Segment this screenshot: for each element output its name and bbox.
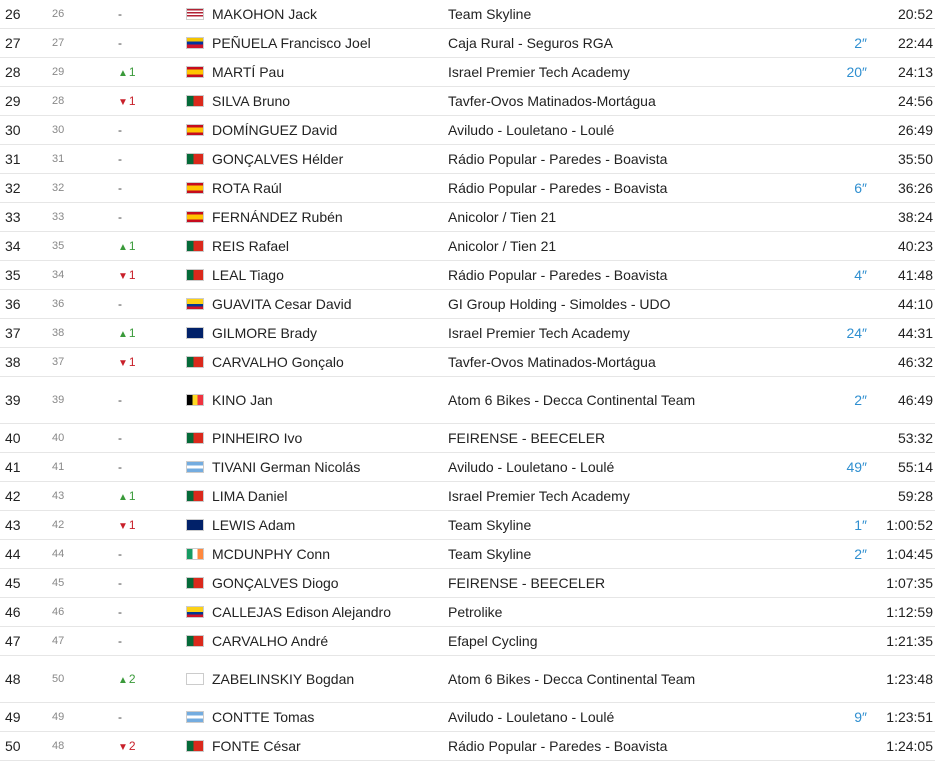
time-gap: 24:13 (897, 64, 933, 80)
team-name-link[interactable]: Caja Rural - Seguros RGA (448, 35, 613, 51)
time-gap: 40:23 (897, 238, 933, 254)
rank: 47 (5, 633, 21, 649)
arrow-up-icon: ▲ (118, 68, 128, 79)
previous-rank: 50 (52, 673, 65, 685)
rank-change: - (118, 393, 122, 407)
rider-name-link[interactable]: DOMÍNGUEZ David (212, 122, 338, 138)
time-gap: 20:52 (897, 6, 933, 22)
flag-pt-icon (186, 740, 204, 752)
table-row[interactable] (0, 58, 935, 87)
table-row[interactable] (0, 540, 935, 569)
bonus-seconds: 4″ (854, 267, 867, 283)
bonus-seconds: 6″ (854, 180, 867, 196)
team-name-link[interactable]: Team Skyline (448, 517, 532, 533)
team-name-link[interactable]: Petrolike (448, 604, 503, 620)
rank-change (118, 672, 136, 686)
previous-rank: 45 (52, 577, 65, 589)
bonus-seconds: 49″ (846, 459, 867, 475)
rank-change: - (118, 576, 122, 590)
rank-change: - (118, 210, 122, 224)
previous-rank: 43 (52, 490, 65, 502)
rank: 43 (5, 517, 21, 533)
time-gap: 35:50 (897, 151, 933, 167)
time-gap: 1:04:45 (886, 546, 933, 562)
time-gap: 41:48 (897, 267, 933, 283)
flag-ve-icon (186, 37, 204, 49)
bonus-seconds: 24″ (846, 325, 867, 341)
time-gap: 1:23:48 (886, 671, 933, 687)
time-gap: 26:49 (897, 122, 933, 138)
rank: 40 (5, 430, 21, 446)
previous-rank: 28 (52, 95, 65, 107)
team-name-link[interactable]: Atom 6 Bikes - Decca Continental Team (448, 392, 696, 408)
rider-name-link[interactable]: TIVANI German Nicolás (212, 459, 361, 475)
flag-us-icon (186, 8, 204, 20)
rank: 30 (5, 122, 21, 138)
rank: 29 (5, 93, 21, 109)
time-gap: 59:28 (897, 488, 933, 504)
team-name-link[interactable]: Israel Premier Tech Academy (448, 488, 630, 504)
rider-name-link[interactable]: LEWIS Adam (212, 517, 296, 533)
rider-name-link[interactable]: REIS Rafael (212, 238, 290, 254)
table-row[interactable] (0, 290, 935, 319)
previous-rank: 39 (52, 394, 65, 406)
flag-ie-icon (186, 548, 204, 560)
time-gap: 53:32 (897, 430, 933, 446)
rank-change (118, 239, 136, 253)
time-gap: 44:31 (897, 325, 933, 341)
rank: 32 (5, 180, 21, 196)
rank-change-value: 1 (128, 355, 136, 369)
rank-change (118, 94, 136, 108)
flag-es-icon (186, 66, 204, 78)
previous-rank: 38 (52, 327, 65, 339)
team-name-link[interactable]: Anicolor / Tien 21 (448, 209, 557, 225)
flag-ar-icon (186, 711, 204, 723)
rank: 45 (5, 575, 21, 591)
rider-name-link[interactable]: MAKOHON Jack (212, 6, 318, 22)
flag-ar-icon (186, 461, 204, 473)
flag-pt-icon (186, 240, 204, 252)
rank: 44 (5, 546, 21, 562)
previous-rank: 36 (52, 298, 65, 310)
table-row[interactable] (0, 453, 935, 482)
rider-name-link[interactable]: MARTÍ Pau (212, 64, 285, 80)
rank-change: - (118, 605, 122, 619)
rank: 36 (5, 296, 21, 312)
rider-name-link[interactable]: CARVALHO Gonçalo (212, 354, 344, 370)
previous-rank: 27 (52, 37, 65, 49)
rank-change-value: 1 (128, 239, 136, 253)
previous-rank: 47 (52, 635, 65, 647)
previous-rank: 33 (52, 211, 65, 223)
flag-pt-icon (186, 153, 204, 165)
rider-name-link[interactable]: MCDUNPHY Conn (212, 546, 330, 562)
arrow-down-icon: ▼ (118, 97, 128, 108)
rank: 39 (5, 392, 21, 408)
rank-change (118, 739, 136, 753)
bonus-seconds: 20″ (846, 64, 867, 80)
rank: 33 (5, 209, 21, 225)
flag-pt-icon (186, 635, 204, 647)
rank-change: - (118, 710, 122, 724)
rider-name-link[interactable]: GILMORE Brady (212, 325, 318, 341)
previous-rank: 34 (52, 269, 65, 281)
previous-rank: 41 (52, 461, 65, 473)
previous-rank: 29 (52, 66, 65, 78)
team-name-link[interactable]: Rádio Popular - Paredes - Boavista (448, 151, 668, 167)
table-row[interactable] (0, 348, 935, 377)
rank-change: - (118, 297, 122, 311)
team-name-link[interactable]: Rádio Popular - Paredes - Boavista (448, 267, 668, 283)
rank-change-value: 2 (128, 739, 136, 753)
table-row[interactable] (0, 174, 935, 203)
team-name-link[interactable]: Rádio Popular - Paredes - Boavista (448, 738, 668, 754)
flag-pt-icon (186, 95, 204, 107)
table-row[interactable] (0, 116, 935, 145)
flag-cy-icon (186, 673, 204, 685)
arrow-up-icon: ▲ (118, 242, 128, 253)
rider-name-link[interactable]: LIMA Daniel (212, 488, 288, 504)
rider-name-link[interactable]: PEÑUELA Francisco Joel (212, 35, 371, 51)
bonus-seconds: 2″ (854, 392, 867, 408)
previous-rank: 49 (52, 711, 65, 723)
rank-change (118, 355, 136, 369)
rank: 27 (5, 35, 21, 51)
rank-change: - (118, 431, 122, 445)
table-row[interactable] (0, 261, 935, 290)
flag-pt-icon (186, 356, 204, 368)
flag-co-icon (186, 298, 204, 310)
flag-gb-icon (186, 519, 204, 531)
team-name-link[interactable]: Rádio Popular - Paredes - Boavista (448, 180, 668, 196)
table-row[interactable] (0, 656, 935, 703)
time-gap: 1:23:51 (886, 709, 933, 725)
table-row[interactable] (0, 232, 935, 261)
rank-change (118, 518, 136, 532)
flag-be-icon (186, 394, 204, 406)
team-name-link[interactable]: FEIRENSE - BEECELER (448, 575, 606, 591)
time-gap: 1:24:05 (886, 738, 933, 754)
time-gap: 46:32 (897, 354, 933, 370)
flag-pt-icon (186, 490, 204, 502)
previous-rank: 32 (52, 182, 65, 194)
bonus-seconds: 9″ (854, 709, 867, 725)
team-name-link[interactable]: Team Skyline (448, 546, 532, 562)
rider-name-link[interactable]: SILVA Bruno (212, 93, 291, 109)
table-row[interactable] (0, 627, 935, 656)
table-row[interactable] (0, 377, 935, 424)
previous-rank: 26 (52, 8, 65, 20)
flag-es-icon (186, 211, 204, 223)
time-gap: 1:07:35 (886, 575, 933, 591)
team-name-link[interactable]: Tavfer-Ovos Matinados-Mortágua (448, 93, 656, 109)
rank: 42 (5, 488, 21, 504)
flag-es-icon (186, 124, 204, 136)
table-row[interactable] (0, 482, 935, 511)
flag-pt-icon (186, 577, 204, 589)
team-name-link[interactable]: Israel Premier Tech Academy (448, 64, 630, 80)
rank: 46 (5, 604, 21, 620)
rank-change-value: 1 (128, 268, 136, 282)
rank-change-value: 1 (128, 489, 136, 503)
rank: 50 (5, 738, 21, 754)
rank: 38 (5, 354, 21, 370)
previous-rank: 30 (52, 124, 65, 136)
table-row[interactable] (0, 29, 935, 58)
rank: 49 (5, 709, 21, 725)
team-name-link[interactable]: Atom 6 Bikes - Decca Continental Team (448, 671, 696, 687)
time-gap: 55:14 (897, 459, 933, 475)
previous-rank: 31 (52, 153, 65, 165)
rank-change: - (118, 123, 122, 137)
table-row[interactable] (0, 87, 935, 116)
rank-change-value: 2 (128, 672, 136, 686)
previous-rank: 42 (52, 519, 65, 531)
previous-rank: 48 (52, 740, 65, 752)
arrow-down-icon: ▼ (118, 521, 128, 532)
rider-name-link[interactable]: CALLEJAS Edison Alejandro (212, 604, 391, 620)
rider-name-link[interactable]: PINHEIRO Ivo (212, 430, 303, 446)
table-row[interactable] (0, 145, 935, 174)
time-gap: 46:49 (897, 392, 933, 408)
table-row[interactable] (0, 511, 935, 540)
rider-name-link[interactable]: LEAL Tiago (212, 267, 284, 283)
rank-change: - (118, 36, 122, 50)
arrow-down-icon: ▼ (118, 358, 128, 369)
rank-change: - (118, 152, 122, 166)
table-row[interactable] (0, 598, 935, 627)
rank: 41 (5, 459, 21, 475)
time-gap: 38:24 (897, 209, 933, 225)
rank: 37 (5, 325, 21, 341)
team-name-link[interactable]: Anicolor / Tien 21 (448, 238, 557, 254)
team-name-link[interactable]: FEIRENSE - BEECELER (448, 430, 606, 446)
rank-change: - (118, 181, 122, 195)
arrow-down-icon: ▼ (118, 742, 128, 753)
rank-change (118, 326, 136, 340)
rank-change: - (118, 547, 122, 561)
previous-rank: 44 (52, 548, 65, 560)
arrow-up-icon: ▲ (118, 492, 128, 503)
table-row[interactable] (0, 0, 935, 29)
table-row[interactable] (0, 732, 935, 761)
rider-name-link[interactable]: GONÇALVES Hélder (212, 151, 344, 167)
table-row[interactable] (0, 203, 935, 232)
team-name-link[interactable]: Tavfer-Ovos Matinados-Mortágua (448, 354, 656, 370)
previous-rank: 35 (52, 240, 65, 252)
rider-name-link[interactable]: GONÇALVES Diogo (212, 575, 339, 591)
rank: 26 (5, 6, 21, 22)
time-gap: 1:12:59 (886, 604, 933, 620)
flag-au-icon (186, 327, 204, 339)
flag-es-icon (186, 182, 204, 194)
rank-change-value: 1 (128, 94, 136, 108)
bonus-seconds: 1″ (854, 517, 867, 533)
team-name-link[interactable]: Aviludo - Louletano - Loulé (448, 709, 615, 725)
previous-rank: 40 (52, 432, 65, 444)
rank: 35 (5, 267, 21, 283)
arrow-up-icon: ▲ (118, 329, 128, 340)
team-name-link[interactable]: Israel Premier Tech Academy (448, 325, 630, 341)
team-name-link[interactable]: GI Group Holding - Simoldes - UDO (448, 296, 671, 312)
bonus-seconds: 2″ (854, 35, 867, 51)
team-name-link[interactable]: Team Skyline (448, 6, 532, 22)
rank-change (118, 65, 136, 79)
time-gap: 22:44 (897, 35, 933, 51)
rider-name-link[interactable]: ROTA Raúl (212, 180, 282, 196)
bonus-seconds: 2″ (854, 546, 867, 562)
previous-rank: 46 (52, 606, 65, 618)
rank: 31 (5, 151, 21, 167)
rank-change: - (118, 460, 122, 474)
team-name-link[interactable]: Efapel Cycling (448, 633, 538, 649)
time-gap: 24:56 (897, 93, 933, 109)
flag-co-icon (186, 606, 204, 618)
rank-change-value: 1 (128, 326, 136, 340)
rank: 28 (5, 64, 21, 80)
time-gap: 36:26 (897, 180, 933, 196)
table-row[interactable] (0, 424, 935, 453)
rider-name-link[interactable]: KINO Jan (212, 392, 273, 408)
rank-change: - (118, 7, 122, 21)
time-gap: 1:00:52 (886, 517, 933, 533)
table-row[interactable] (0, 569, 935, 598)
rider-name-link[interactable]: CARVALHO André (212, 633, 329, 649)
flag-pt-icon (186, 432, 204, 444)
rank-change-value: 1 (128, 518, 136, 532)
table-row[interactable] (0, 703, 935, 732)
rank-change (118, 489, 136, 503)
rider-name-link[interactable]: FERNÁNDEZ Rubén (212, 209, 343, 225)
rank: 34 (5, 238, 21, 254)
rider-name-link[interactable]: GUAVITA Cesar David (212, 296, 352, 312)
rider-name-link[interactable]: ZABELINSKIY Bogdan (212, 671, 355, 687)
table-row[interactable] (0, 319, 935, 348)
team-name-link[interactable]: Aviludo - Louletano - Loulé (448, 459, 615, 475)
arrow-up-icon: ▲ (118, 675, 128, 686)
rank-change-value: 1 (128, 65, 136, 79)
previous-rank: 37 (52, 356, 65, 368)
flag-pt-icon (186, 269, 204, 281)
arrow-down-icon: ▼ (118, 271, 128, 282)
rank-change: - (118, 634, 122, 648)
rider-name-link[interactable]: CONTTE Tomas (212, 709, 315, 725)
rank-change (118, 268, 136, 282)
time-gap: 44:10 (897, 296, 933, 312)
rank: 48 (5, 671, 21, 687)
time-gap: 1:21:35 (886, 633, 933, 649)
team-name-link[interactable]: Aviludo - Louletano - Loulé (448, 122, 615, 138)
rider-name-link[interactable]: FONTE César (212, 738, 301, 754)
